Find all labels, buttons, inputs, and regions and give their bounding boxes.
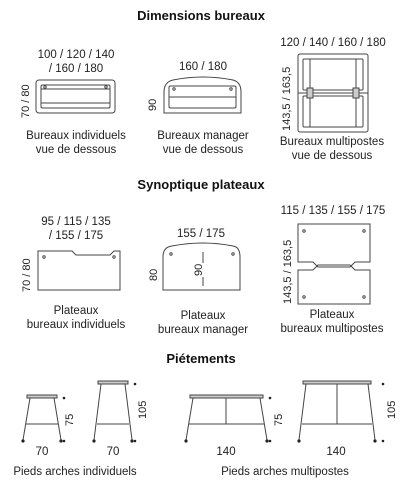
dim-ind-caption-2: vue de dessous [35, 144, 117, 156]
leg-dots [21, 383, 384, 443]
syn-ind-side: 70 / 80 [21, 258, 33, 292]
syn-ind-top-1: 95 / 115 / 135 [41, 216, 111, 228]
desk-manager-underside [164, 77, 241, 113]
dim-ind-side: 70 / 80 [20, 84, 32, 118]
dim-man-top: 160 / 180 [179, 61, 227, 73]
top-multi [298, 224, 370, 304]
syn-man-caption-2: bureaux manager [157, 324, 249, 336]
heading-synoptique: Synoptique plateaux [137, 177, 265, 192]
syn-multi-side: 143,5 / 163,5 [282, 239, 294, 304]
desk-multi-underside [298, 54, 368, 132]
heading-pietements: Piétements [166, 351, 236, 366]
desk-individual-underside [36, 80, 115, 113]
dim-man-side: 90 [147, 98, 159, 111]
dim-ind-caption-1: Bureaux individuels [26, 130, 126, 142]
dim-man-caption-2: vue de dessous [162, 144, 244, 156]
dim-ind-top-1: 100 / 120 / 140 [37, 49, 115, 61]
dim-multi-side: 143,5 / 163,5 [281, 66, 293, 131]
leg-ind-small-width: 70 [35, 446, 49, 458]
dim-multi-caption-1: Bureaux multipostes [279, 136, 385, 148]
syn-man-side: 80 [148, 268, 160, 281]
leg-ind-large-width: 70 [106, 446, 120, 458]
leg-multi-small [186, 395, 267, 440]
syn-man-caption-1: Plateaux [180, 310, 226, 322]
caption-legs-individual: Pieds arches individuels [13, 466, 137, 478]
leg-multi-large-height: 105 [386, 400, 398, 419]
dim-multi-top: 120 / 140 / 160 / 180 [280, 37, 386, 49]
leg-multi-small-width: 140 [216, 446, 236, 458]
leg-multi-large [299, 381, 375, 440]
caption-legs-multi: Pieds arches multipostes [221, 466, 349, 478]
syn-ind-top-2: / 155 / 175 [48, 230, 104, 242]
leg-multi-large-width: 140 [326, 446, 346, 458]
leg-individual-small [23, 395, 61, 440]
syn-man-inner: 90 [193, 263, 205, 276]
syn-multi-top: 115 / 135 / 155 / 175 [280, 205, 386, 217]
dim-man-caption-1: Bureaux manager [157, 130, 249, 142]
syn-multi-caption-1: Plateaux [309, 309, 355, 321]
leg-ind-large-height: 105 [137, 400, 149, 419]
dim-ind-top-2: / 160 / 180 [48, 63, 104, 75]
dim-multi-caption-2: vue de dessous [291, 150, 373, 162]
syn-multi-caption-2: bureaux multipostes [280, 323, 384, 335]
top-individual [38, 251, 120, 290]
syn-ind-caption-2: bureaux individuels [26, 319, 126, 331]
leg-ind-small-height: 75 [64, 413, 76, 426]
syn-man-top: 155 / 175 [177, 228, 225, 240]
syn-ind-caption-1: Plateaux [53, 305, 99, 317]
leg-individual-large [94, 381, 132, 440]
leg-multi-small-height: 75 [273, 413, 285, 426]
heading-dimensions: Dimensions bureaux [137, 8, 265, 23]
